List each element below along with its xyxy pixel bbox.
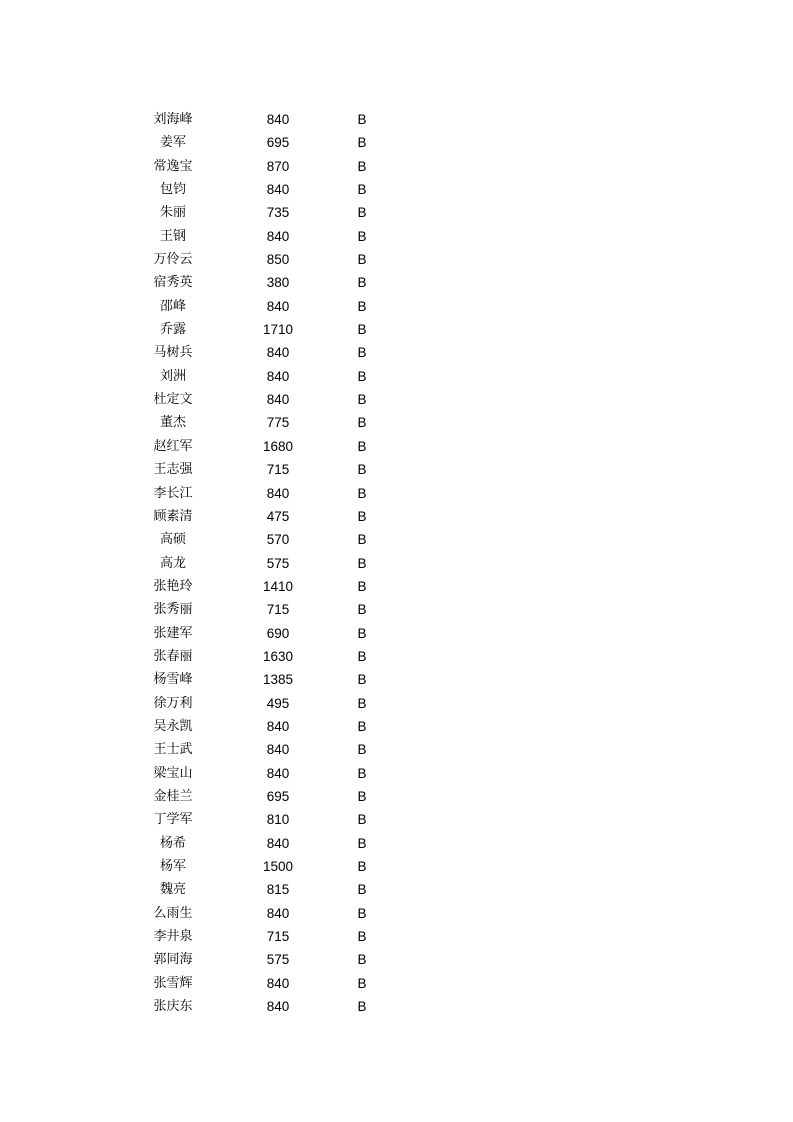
- table-row: [0, 318, 793, 341]
- table-row: [0, 878, 793, 901]
- grade-cell: B: [357, 112, 367, 127]
- value-cell: 1385: [262, 672, 294, 688]
- table-row: [0, 762, 793, 785]
- table-row: [0, 645, 793, 668]
- table-row: [0, 995, 793, 1018]
- table-row: [0, 552, 793, 575]
- grade-cell: B: [357, 602, 367, 618]
- table-row: [0, 902, 793, 925]
- name-cell: 刘海峰: [153, 112, 193, 127]
- table-row: [0, 108, 793, 131]
- name-cell: 张秀丽: [153, 602, 193, 618]
- grade-cell: B: [357, 438, 367, 454]
- value-cell: 840: [266, 368, 290, 384]
- value-cell: 1410: [262, 578, 294, 594]
- value-cell: 735: [266, 205, 290, 221]
- grade-cell: B: [357, 788, 367, 804]
- name-cell: 姜军: [159, 135, 186, 151]
- value-cell: 1500: [262, 859, 294, 874]
- grade-cell: B: [357, 345, 367, 361]
- value-cell: 380: [266, 275, 290, 291]
- table-row: [0, 458, 793, 481]
- name-cell: 杨军: [159, 859, 186, 874]
- name-cell: 董杰: [159, 415, 186, 431]
- name-cell: 高硕: [159, 532, 186, 548]
- grade-cell: B: [357, 765, 367, 781]
- grade-cell: B: [357, 205, 367, 221]
- grade-cell: B: [357, 182, 367, 198]
- value-cell: 840: [266, 742, 290, 758]
- grade-cell: B: [357, 859, 367, 874]
- table-row: [0, 435, 793, 458]
- grade-cell: B: [357, 975, 367, 991]
- table-row: [0, 575, 793, 598]
- value-cell: 495: [266, 695, 290, 711]
- grade-cell: B: [357, 929, 367, 945]
- name-cell: 杨雪峰: [153, 672, 193, 688]
- value-cell: 475: [266, 508, 290, 524]
- name-cell: 吴永凯: [153, 718, 193, 734]
- name-cell: 张庆东: [153, 999, 193, 1015]
- grade-cell: B: [357, 158, 367, 174]
- grade-cell: B: [357, 742, 367, 758]
- value-cell: 840: [266, 112, 290, 127]
- grade-cell: B: [357, 695, 367, 711]
- table-row: [0, 972, 793, 995]
- grade-cell: B: [357, 718, 367, 734]
- grade-cell: B: [357, 252, 367, 268]
- grade-cell: B: [357, 578, 367, 594]
- table-row: [0, 785, 793, 808]
- name-cell: 高龙: [159, 555, 186, 571]
- value-cell: 570: [266, 532, 290, 548]
- table-row: [0, 925, 793, 948]
- table-row: [0, 505, 793, 528]
- name-cell: 王士武: [153, 742, 193, 758]
- name-cell: 朱丽: [159, 205, 186, 221]
- grade-cell: B: [357, 999, 367, 1015]
- value-cell: 695: [266, 135, 290, 151]
- table-row: [0, 692, 793, 715]
- table-row: [0, 411, 793, 434]
- value-cell: 840: [266, 765, 290, 781]
- name-cell: 杨希: [159, 835, 186, 851]
- value-cell: 840: [266, 975, 290, 991]
- grade-cell: B: [357, 135, 367, 151]
- value-cell: 840: [266, 905, 290, 921]
- value-cell: 715: [266, 602, 290, 618]
- name-cell: 丁学军: [153, 812, 193, 828]
- grade-cell: B: [357, 275, 367, 291]
- name-cell: 魏亮: [159, 882, 186, 898]
- table-row: [0, 341, 793, 364]
- grade-cell: B: [357, 322, 367, 338]
- grade-cell: B: [357, 228, 367, 244]
- grade-cell: B: [357, 462, 367, 478]
- grade-cell: B: [357, 648, 367, 664]
- name-cell: 徐万利: [153, 695, 193, 711]
- grade-cell: B: [357, 835, 367, 851]
- table-row: [0, 855, 793, 878]
- value-cell: 815: [266, 882, 290, 898]
- table-row: [0, 715, 793, 738]
- name-cell: 邵峰: [159, 298, 186, 314]
- grade-cell: B: [357, 812, 367, 828]
- table-row: [0, 225, 793, 248]
- value-cell: 715: [266, 929, 290, 945]
- table-row: [0, 248, 793, 271]
- name-cell: 李长江: [153, 485, 193, 501]
- grade-cell: B: [357, 298, 367, 314]
- value-cell: 810: [266, 812, 290, 828]
- table-row: [0, 178, 793, 201]
- value-cell: 840: [266, 228, 290, 244]
- value-cell: 840: [266, 182, 290, 198]
- name-cell: 杜定文: [153, 392, 193, 408]
- value-cell: 695: [266, 788, 290, 804]
- name-cell: 么雨生: [153, 905, 193, 921]
- grade-cell: B: [357, 952, 367, 968]
- name-cell: 宿秀英: [153, 275, 193, 291]
- value-cell: 1680: [262, 438, 294, 454]
- table-row: [0, 388, 793, 411]
- table-row: [0, 271, 793, 294]
- value-cell: 850: [266, 252, 290, 268]
- table-row: [0, 948, 793, 971]
- name-cell: 张建军: [153, 625, 193, 641]
- name-cell: 张春丽: [153, 648, 193, 664]
- name-cell: 张雪辉: [153, 975, 193, 991]
- value-cell: 840: [266, 298, 290, 314]
- grade-cell: B: [357, 508, 367, 524]
- value-cell: 870: [266, 158, 290, 174]
- name-cell: 郭同海: [153, 952, 193, 968]
- name-cell: 万伶云: [153, 252, 193, 268]
- name-cell: 包钧: [159, 182, 186, 198]
- grade-cell: B: [357, 485, 367, 501]
- table-row: [0, 155, 793, 178]
- grade-cell: B: [357, 905, 367, 921]
- value-cell: 575: [266, 555, 290, 571]
- table-row: [0, 832, 793, 855]
- value-cell: 1630: [262, 648, 294, 664]
- name-cell: 金桂兰: [153, 788, 193, 804]
- table-row: [0, 528, 793, 551]
- grade-cell: B: [357, 625, 367, 641]
- grade-cell: B: [357, 532, 367, 548]
- name-cell: 李井泉: [153, 929, 193, 945]
- table-row: [0, 808, 793, 831]
- value-cell: 775: [266, 415, 290, 431]
- name-cell: 梁宝山: [153, 765, 193, 781]
- grade-cell: B: [357, 368, 367, 384]
- table-row: [0, 131, 793, 154]
- table-row: [0, 668, 793, 691]
- table-row: [0, 598, 793, 621]
- table-row: [0, 201, 793, 224]
- grade-cell: B: [357, 672, 367, 688]
- value-cell: 715: [266, 462, 290, 478]
- value-cell: 840: [266, 835, 290, 851]
- name-cell: 马树兵: [153, 345, 193, 361]
- table-row: [0, 738, 793, 761]
- grade-cell: B: [357, 555, 367, 571]
- grade-cell: B: [357, 392, 367, 408]
- name-cell: 张艳玲: [153, 578, 193, 594]
- table-row: [0, 365, 793, 388]
- name-cell: 常逸宝: [153, 158, 193, 174]
- value-cell: 690: [266, 625, 290, 641]
- value-cell: 840: [266, 718, 290, 734]
- grade-cell: B: [357, 415, 367, 431]
- table-row: [0, 482, 793, 505]
- name-cell: 乔露: [159, 322, 186, 338]
- value-cell: 1710: [262, 322, 294, 338]
- name-cell: 顾素清: [153, 508, 193, 524]
- value-cell: 840: [266, 392, 290, 408]
- value-cell: 840: [266, 485, 290, 501]
- value-cell: 840: [266, 999, 290, 1015]
- name-cell: 赵红军: [153, 438, 193, 454]
- table-row: [0, 622, 793, 645]
- data-table: [0, 108, 793, 1018]
- name-cell: 刘洲: [159, 368, 186, 384]
- value-cell: 575: [266, 952, 290, 968]
- name-cell: 王钢: [159, 228, 186, 244]
- value-cell: 840: [266, 345, 290, 361]
- table-row: [0, 295, 793, 318]
- grade-cell: B: [357, 882, 367, 898]
- name-cell: 王志强: [153, 462, 193, 478]
